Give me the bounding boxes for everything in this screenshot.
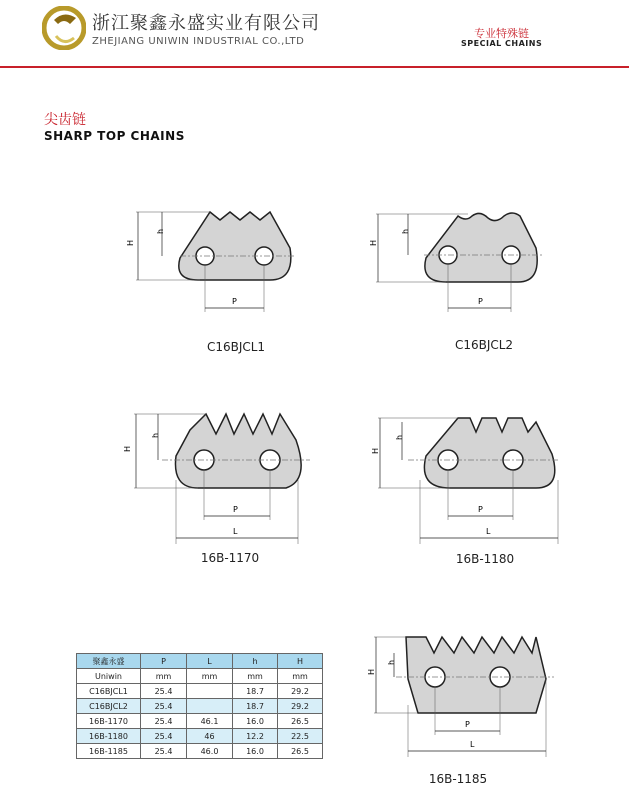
dim-h-label: h xyxy=(395,434,404,440)
dim-h-label: h xyxy=(401,228,410,234)
dim-h-label: h xyxy=(387,659,396,665)
dim-P-label: P xyxy=(478,297,483,306)
table-cell: 12.2 xyxy=(233,729,278,744)
section-title-cn: 尖齿链 xyxy=(44,112,86,128)
table-cell: 46.0 xyxy=(187,744,233,759)
dim-H-label: H xyxy=(369,239,378,246)
diagram-caption: 16B-1180 xyxy=(455,552,515,566)
dim-H-label: H xyxy=(371,447,380,454)
chain-diagram-c16bjcl1 xyxy=(120,200,300,320)
table-row xyxy=(77,729,323,744)
diagram-caption: C16BJCL2 xyxy=(454,338,514,352)
table-cell: 26.5 xyxy=(278,714,323,729)
table-header-cell: Uniwin xyxy=(77,669,141,684)
table-row xyxy=(77,684,323,699)
table-cell: 25.4 xyxy=(141,744,187,759)
table-header-cell: P xyxy=(141,654,187,669)
diagram-caption: 16B-1185 xyxy=(428,772,488,786)
table-header-cell: H xyxy=(278,654,323,669)
dim-h-label: h xyxy=(151,432,160,438)
table-cell: 16B-1185 xyxy=(77,744,141,759)
table-unit-row xyxy=(77,669,323,684)
dim-H-label: H xyxy=(126,239,135,246)
company-logo xyxy=(42,6,86,50)
dim-h-label: h xyxy=(156,228,165,234)
table-cell: 26.5 xyxy=(278,744,323,759)
table-header-cell: h xyxy=(233,654,278,669)
dim-L-label: L xyxy=(233,527,238,536)
table-cell: 16.0 xyxy=(233,744,278,759)
dim-L-label: L xyxy=(470,740,475,749)
chain-diagram-c16bjcl2 xyxy=(368,200,548,320)
dim-P-label: P xyxy=(232,297,237,306)
diagram-caption: 16B-1170 xyxy=(200,551,260,565)
table-cell: 25.4 xyxy=(141,699,187,714)
table-cell: 25.4 xyxy=(141,729,187,744)
table-header-cell: mm xyxy=(233,669,278,684)
header-divider xyxy=(0,66,629,68)
table-cell: 29.2 xyxy=(278,684,323,699)
table-cell: 18.7 xyxy=(233,699,278,714)
table-cell: C16BJCL1 xyxy=(77,684,141,699)
table-header-cell: mm xyxy=(141,669,187,684)
category-label-en: SPECIAL CHAINS xyxy=(461,39,543,48)
spec-table xyxy=(76,653,323,759)
section-title-en: SHARP TOP CHAINS xyxy=(44,129,185,143)
table-row xyxy=(77,744,323,759)
category-label-cn: 专业特殊链 xyxy=(474,27,529,40)
chain-diagram-16b-1180 xyxy=(368,400,568,550)
diagram-caption: C16BJCL1 xyxy=(206,340,266,354)
table-header-cell: L xyxy=(187,654,233,669)
table-cell: 46 xyxy=(187,729,233,744)
table-cell: 29.2 xyxy=(278,699,323,714)
table-cell: 25.4 xyxy=(141,714,187,729)
table-header-cell: mm xyxy=(278,669,323,684)
chain-diagram-16b-1185 xyxy=(366,625,566,770)
table-cell: 22.5 xyxy=(278,729,323,744)
table-header-row xyxy=(77,654,323,669)
table-cell: 16.0 xyxy=(233,714,278,729)
company-name-en: ZHEJIANG UNIWIN INDUSTRIAL CO.,LTD xyxy=(92,36,305,47)
company-name-cn: 浙江聚鑫永盛实业有限公司 xyxy=(92,13,320,34)
table-header-cell: mm xyxy=(187,669,233,684)
table-cell xyxy=(187,684,233,699)
dim-P-label: P xyxy=(478,505,483,514)
table-cell: 46.1 xyxy=(187,714,233,729)
dim-P-label: P xyxy=(233,505,238,514)
table-cell: 25.4 xyxy=(141,684,187,699)
table-cell: 16B-1180 xyxy=(77,729,141,744)
dim-P-label: P xyxy=(465,720,470,729)
table-cell xyxy=(187,699,233,714)
table-row xyxy=(77,714,323,729)
table-cell: 16B-1170 xyxy=(77,714,141,729)
dim-H-label: H xyxy=(123,445,132,452)
chain-diagram-16b-1170 xyxy=(120,400,320,550)
dim-H-label: H xyxy=(367,668,376,675)
dim-L-label: L xyxy=(486,527,491,536)
table-row xyxy=(77,699,323,714)
table-cell: C16BJCL2 xyxy=(77,699,141,714)
table-header-cell: 聚鑫永盛 xyxy=(77,654,141,669)
table-cell: 18.7 xyxy=(233,684,278,699)
